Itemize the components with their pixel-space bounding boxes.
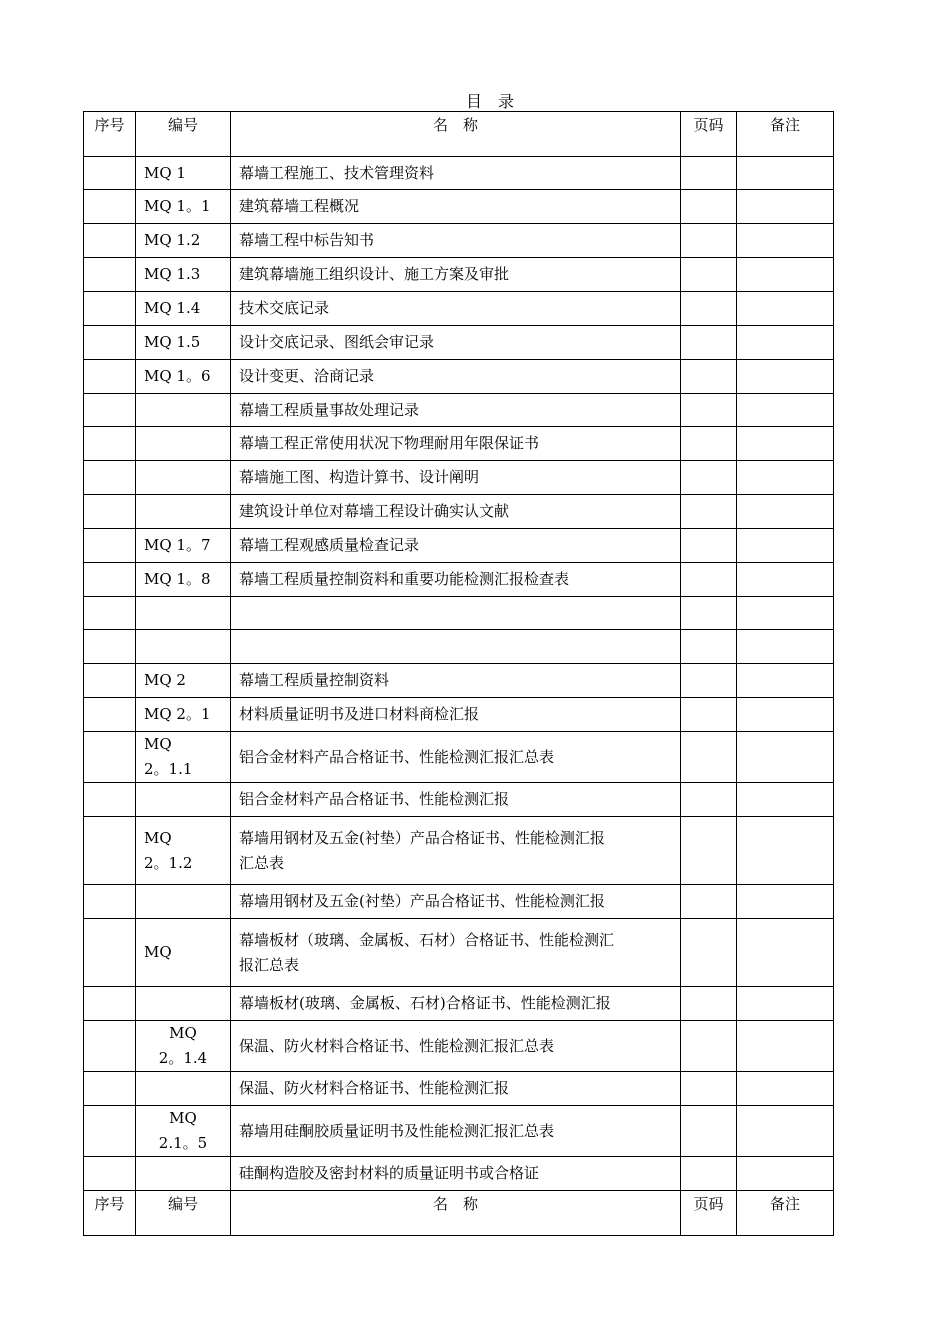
table-row: [84, 563, 834, 597]
code-cell: [136, 987, 231, 1021]
code-cell: MQ 1.2: [136, 224, 231, 258]
table-row: [84, 783, 834, 817]
note-cell: [737, 292, 834, 326]
name-cell: 幕墙板材(玻璃、金属板、石材)合格证书、性能检测汇报: [231, 987, 681, 1021]
note-cell: [737, 394, 834, 427]
table-row: [84, 224, 834, 258]
page-cell: [681, 783, 737, 817]
note-cell: [737, 987, 834, 1021]
page-cell: [681, 1157, 737, 1191]
note-cell: [737, 698, 834, 732]
page-cell: [681, 597, 737, 630]
table-row: [84, 885, 834, 919]
seq-cell: [84, 630, 136, 664]
table-row: [84, 461, 834, 495]
seq-cell: [84, 326, 136, 360]
name-cell: 幕墙工程质量控制资料: [231, 664, 681, 698]
footer-header-row: [84, 1191, 834, 1236]
page-cell: [681, 461, 737, 495]
note-cell: [737, 529, 834, 563]
seq-cell: [84, 563, 136, 597]
name-cell: 设计交底记录、图纸会审记录: [231, 326, 681, 360]
code-cell: MQ 2。1: [136, 698, 231, 732]
table-row: [84, 326, 834, 360]
name-cell: 幕墙板材（玻璃、金属板、石材）合格证书、性能检测汇 报汇总表: [231, 919, 681, 987]
name-cell: 铝合金材料产品合格证书、性能检测汇报: [231, 783, 681, 817]
code-cell: MQ 1: [136, 157, 231, 190]
page-cell: [681, 360, 737, 394]
name-cell: 建筑幕墙施工组织设计、施工方案及审批: [231, 258, 681, 292]
table-row: [84, 732, 834, 783]
header-code: 编号: [136, 112, 231, 157]
page-cell: [681, 427, 737, 461]
page-title: 目 录: [465, 92, 514, 111]
note-cell: [737, 1157, 834, 1191]
seq-cell: [84, 885, 136, 919]
name-cell: 幕墙工程质量控制资料和重要功能检测汇报检查表: [231, 563, 681, 597]
note-cell: [737, 157, 834, 190]
code-cell: MQ 1.5: [136, 326, 231, 360]
seq-cell: [84, 190, 136, 224]
header-seq: 序号: [84, 112, 136, 157]
name-cell: 铝合金材料产品合格证书、性能检测汇报汇总表: [231, 732, 681, 783]
footer-header-page: 页码: [681, 1191, 737, 1236]
seq-cell: [84, 919, 136, 987]
code-cell: MQ 2。1.4: [136, 1021, 231, 1072]
name-cell: [231, 630, 681, 664]
code-cell: [136, 1072, 231, 1106]
name-cell: 幕墙用硅酮胶质量证明书及性能检测汇报汇总表: [231, 1106, 681, 1157]
seq-cell: [84, 1157, 136, 1191]
note-cell: [737, 224, 834, 258]
seq-cell: [84, 597, 136, 630]
code-cell: [136, 1157, 231, 1191]
table-row: [84, 1072, 834, 1106]
footer-header-code: 编号: [136, 1191, 231, 1236]
code-cell: [136, 461, 231, 495]
table-row: [84, 495, 834, 529]
seq-cell: [84, 529, 136, 563]
page-cell: [681, 1072, 737, 1106]
name-cell: 幕墙施工图、构造计算书、设计阐明: [231, 461, 681, 495]
page-cell: [681, 698, 737, 732]
code-cell: [136, 630, 231, 664]
name-cell: 技术交底记录: [231, 292, 681, 326]
code-cell: [136, 783, 231, 817]
seq-cell: [84, 495, 136, 529]
page-cell: [681, 630, 737, 664]
table-row: [84, 258, 834, 292]
name-cell: [231, 597, 681, 630]
seq-cell: [84, 817, 136, 885]
table-row: [84, 698, 834, 732]
seq-cell: [84, 360, 136, 394]
table-row: [84, 394, 834, 427]
note-cell: [737, 664, 834, 698]
header-row: [84, 112, 834, 157]
note-cell: [737, 495, 834, 529]
page-cell: [681, 987, 737, 1021]
page-cell: [681, 1106, 737, 1157]
name-cell: 建筑设计单位对幕墙工程设计确实认文献: [231, 495, 681, 529]
page-cell: [681, 1021, 737, 1072]
note-cell: [737, 919, 834, 987]
table-row: [84, 919, 834, 987]
code-cell: MQ 1。7: [136, 529, 231, 563]
table-row: [84, 157, 834, 190]
note-cell: [737, 630, 834, 664]
table-row: [84, 360, 834, 394]
table-row: [84, 597, 834, 630]
code-cell: MQ 2.1。5: [136, 1106, 231, 1157]
table-row: [84, 1157, 834, 1191]
toc-table: [83, 111, 834, 1236]
note-cell: [737, 360, 834, 394]
note-cell: [737, 258, 834, 292]
page-cell: [681, 664, 737, 698]
name-cell: 硅酮构造胶及密封材料的质量证明书或合格证: [231, 1157, 681, 1191]
name-cell: 幕墙工程观感质量检查记录: [231, 529, 681, 563]
note-cell: [737, 597, 834, 630]
name-cell: 幕墙工程质量事故处理记录: [231, 394, 681, 427]
code-cell: MQ 1.4: [136, 292, 231, 326]
seq-cell: [84, 157, 136, 190]
note-cell: [737, 326, 834, 360]
table-row: [84, 630, 834, 664]
name-cell: 幕墙工程正常使用状况下物理耐用年限保证书: [231, 427, 681, 461]
page-cell: [681, 732, 737, 783]
name-cell: 幕墙工程施工、技术管理资料: [231, 157, 681, 190]
code-cell: [136, 427, 231, 461]
seq-cell: [84, 461, 136, 495]
name-cell: 建筑幕墙工程概况: [231, 190, 681, 224]
toc-rows: [84, 157, 834, 1191]
table-row: [84, 1106, 834, 1157]
code-cell: MQ: [136, 919, 231, 987]
code-cell: MQ 2。1.2: [136, 817, 231, 885]
table-row: [84, 1021, 834, 1072]
seq-cell: [84, 224, 136, 258]
seq-cell: [84, 1106, 136, 1157]
page-cell: [681, 190, 737, 224]
footer-header-name: 名 称: [231, 1191, 681, 1236]
seq-cell: [84, 732, 136, 783]
footer-header-note: 备注: [737, 1191, 834, 1236]
page-cell: [681, 885, 737, 919]
header-page: 页码: [681, 112, 737, 157]
code-cell: MQ 1。6: [136, 360, 231, 394]
table-row: [84, 987, 834, 1021]
seq-cell: [84, 783, 136, 817]
code-cell: MQ 1.3: [136, 258, 231, 292]
seq-cell: [84, 698, 136, 732]
table-row: [84, 427, 834, 461]
note-cell: [737, 1106, 834, 1157]
note-cell: [737, 1021, 834, 1072]
page-cell: [681, 495, 737, 529]
table-row: [84, 292, 834, 326]
seq-cell: [84, 664, 136, 698]
header-note: 备注: [737, 112, 834, 157]
code-cell: MQ 1。8: [136, 563, 231, 597]
page-cell: [681, 919, 737, 987]
seq-cell: [84, 987, 136, 1021]
name-cell: 保温、防火材料合格证书、性能检测汇报汇总表: [231, 1021, 681, 1072]
name-cell: 设计变更、洽商记录: [231, 360, 681, 394]
note-cell: [737, 190, 834, 224]
header-name: 名 称: [231, 112, 681, 157]
page-cell: [681, 157, 737, 190]
note-cell: [737, 783, 834, 817]
page-cell: [681, 529, 737, 563]
page-cell: [681, 563, 737, 597]
code-cell: [136, 885, 231, 919]
table-row: [84, 190, 834, 224]
page-cell: [681, 258, 737, 292]
note-cell: [737, 563, 834, 597]
note-cell: [737, 817, 834, 885]
page-cell: [681, 817, 737, 885]
name-cell: 材料质量证明书及进口材料商检汇报: [231, 698, 681, 732]
name-cell: 幕墙用钢材及五金(衬垫）产品合格证书、性能检测汇报 汇总表: [231, 817, 681, 885]
note-cell: [737, 427, 834, 461]
code-cell: MQ 2: [136, 664, 231, 698]
note-cell: [737, 732, 834, 783]
table-row: [84, 529, 834, 563]
seq-cell: [84, 427, 136, 461]
seq-cell: [84, 258, 136, 292]
code-cell: MQ 2。1.1: [136, 732, 231, 783]
code-cell: MQ 1。1: [136, 190, 231, 224]
note-cell: [737, 885, 834, 919]
table-row: [84, 817, 834, 885]
name-cell: 幕墙用钢材及五金(衬垫）产品合格证书、性能检测汇报: [231, 885, 681, 919]
seq-cell: [84, 1021, 136, 1072]
code-cell: [136, 597, 231, 630]
name-cell: 保温、防火材料合格证书、性能检测汇报: [231, 1072, 681, 1106]
note-cell: [737, 1072, 834, 1106]
toc-body: [84, 112, 834, 157]
footer-header-seq: 序号: [84, 1191, 136, 1236]
seq-cell: [84, 1072, 136, 1106]
code-cell: [136, 394, 231, 427]
note-cell: [737, 461, 834, 495]
page-cell: [681, 224, 737, 258]
page-cell: [681, 326, 737, 360]
code-cell: [136, 495, 231, 529]
page-cell: [681, 292, 737, 326]
name-cell: 幕墙工程中标告知书: [231, 224, 681, 258]
table-row: [84, 664, 834, 698]
seq-cell: [84, 394, 136, 427]
seq-cell: [84, 292, 136, 326]
page-cell: [681, 394, 737, 427]
